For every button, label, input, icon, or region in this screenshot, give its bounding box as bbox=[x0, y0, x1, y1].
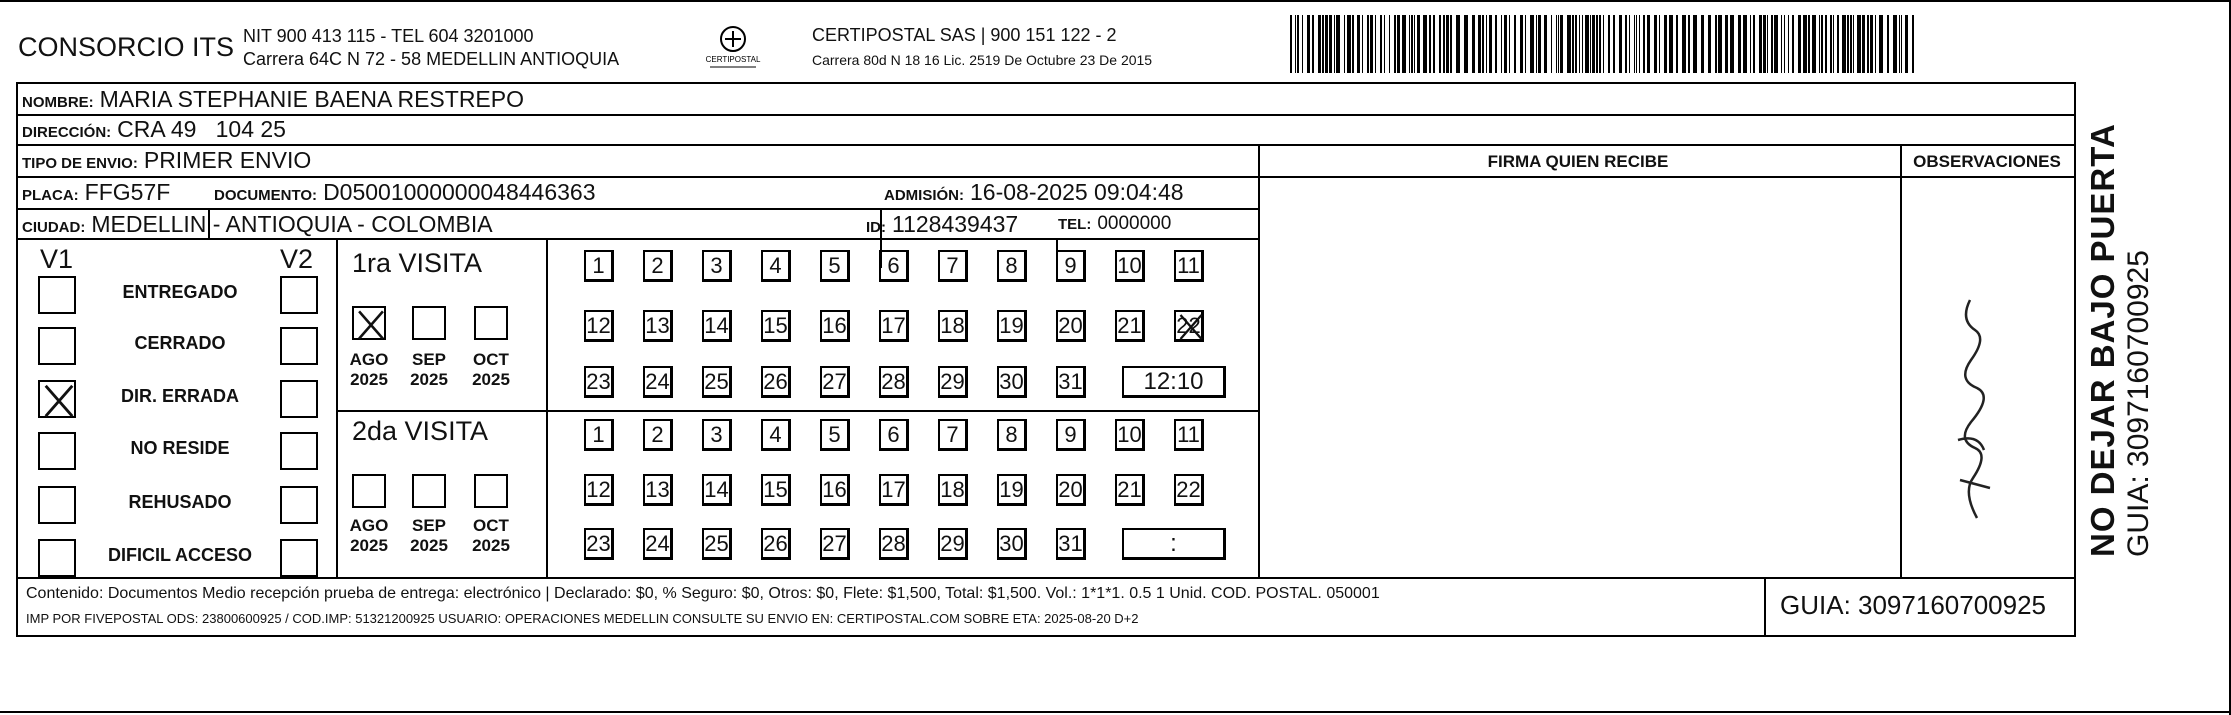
documento-value: D05001000000048446363 bbox=[323, 179, 596, 205]
v2-checkbox[interactable] bbox=[280, 276, 318, 314]
first-visit-day-box[interactable] bbox=[584, 250, 614, 282]
first-visit-day-box[interactable] bbox=[1174, 250, 1204, 282]
admision-cell bbox=[884, 179, 1184, 206]
second-visit-month-label bbox=[404, 516, 454, 556]
status-option-label: NO RESIDE bbox=[130, 438, 230, 458]
company-nit: NIT 900 413 115 - TEL 604 3201000 bbox=[243, 26, 534, 46]
courier-name: CERTIPOSTAL SAS | 900 151 122 - 2 bbox=[812, 25, 1117, 45]
day-number: 15 bbox=[763, 313, 788, 338]
month-name: OCT bbox=[473, 350, 509, 369]
second-visit-month-label bbox=[466, 516, 516, 556]
day-number: 21 bbox=[1117, 477, 1142, 502]
day-number: 17 bbox=[881, 313, 906, 338]
month-year: 2025 bbox=[472, 370, 510, 389]
day-number: 29 bbox=[940, 531, 965, 556]
day-number: 19 bbox=[999, 477, 1024, 502]
day-number: 4 bbox=[769, 422, 782, 447]
v1-checkbox[interactable] bbox=[38, 276, 76, 314]
second-visit-day-box[interactable] bbox=[1174, 474, 1204, 506]
second-visit-day-box[interactable] bbox=[643, 474, 673, 506]
first-visit-day-box[interactable] bbox=[1115, 310, 1145, 342]
second-visit-day-box[interactable] bbox=[761, 419, 791, 451]
day-number: 21 bbox=[1117, 313, 1142, 338]
day-number: 17 bbox=[881, 477, 906, 502]
id-cell bbox=[866, 211, 1018, 238]
tel-value: 0000000 bbox=[1097, 213, 1172, 234]
month-name: OCT bbox=[473, 516, 509, 535]
ciudad-label: CIUDAD: bbox=[22, 219, 86, 236]
day-number: 30 bbox=[999, 369, 1024, 394]
second-visit-time-box[interactable]: : bbox=[1122, 528, 1226, 560]
day-number: 18 bbox=[940, 313, 965, 338]
status-option-label: DIR. ERRADA bbox=[120, 386, 239, 406]
second-visit-month-checkbox[interactable] bbox=[352, 474, 386, 508]
first-visit-day-box[interactable] bbox=[643, 366, 673, 398]
placa-value: FFG57F bbox=[84, 179, 171, 205]
day-number: 16 bbox=[822, 313, 847, 338]
second-visit-day-box[interactable] bbox=[997, 528, 1027, 560]
first-visit-day-box[interactable] bbox=[1115, 250, 1145, 282]
second-visit-day-box[interactable] bbox=[702, 528, 732, 560]
month-name: SEP bbox=[411, 516, 447, 535]
day-number: 23 bbox=[586, 531, 611, 556]
barcode bbox=[1290, 15, 1920, 73]
second-visit-day-box[interactable] bbox=[879, 528, 909, 560]
day-number: 16 bbox=[822, 477, 847, 502]
month-name: SEP bbox=[411, 350, 447, 369]
first-visit-day-box[interactable] bbox=[761, 310, 791, 342]
status-option-label: DIFICIL ACCESO bbox=[107, 545, 252, 565]
placa-label: PLACA: bbox=[22, 187, 79, 204]
second-visit-day-box[interactable] bbox=[643, 528, 673, 560]
second-visit-day-box[interactable] bbox=[938, 474, 968, 506]
first-visit-month-checkbox[interactable] bbox=[352, 306, 386, 340]
direccion-value: CRA 49 104 25 bbox=[117, 116, 286, 142]
second-visit-day-box[interactable] bbox=[820, 419, 850, 451]
day-number: 23 bbox=[586, 369, 611, 394]
day-number: 15 bbox=[763, 477, 788, 502]
v1-checkbox[interactable] bbox=[38, 327, 76, 365]
direccion-label: DIRECCIÓN: bbox=[22, 124, 112, 141]
observations-signature bbox=[1930, 290, 2020, 550]
day-number: 2 bbox=[651, 253, 664, 278]
courier-logo bbox=[688, 22, 778, 72]
day-number: 25 bbox=[704, 531, 729, 556]
first-visit-month-label bbox=[344, 350, 394, 390]
company-name: CONSORCIO ITS bbox=[18, 32, 235, 62]
day-number: 18 bbox=[940, 477, 965, 502]
second-visit-day-box[interactable] bbox=[820, 474, 850, 506]
nombre-row bbox=[22, 86, 524, 113]
second-visit-day-box[interactable] bbox=[584, 419, 614, 451]
second-visit-day-box[interactable] bbox=[1056, 528, 1086, 560]
second-visit-month-checkbox[interactable] bbox=[474, 474, 508, 508]
v1-label: V1 bbox=[40, 244, 74, 274]
first-visit-month-label bbox=[404, 350, 454, 390]
day-number: 27 bbox=[822, 369, 847, 394]
day-number: 5 bbox=[828, 253, 841, 278]
second-visit-day-box[interactable] bbox=[879, 419, 909, 451]
day-number: 30 bbox=[999, 531, 1024, 556]
first-visit-day-box[interactable] bbox=[997, 250, 1027, 282]
v1-checkbox[interactable] bbox=[38, 539, 76, 577]
first-visit-day-box[interactable] bbox=[879, 250, 909, 282]
v2-checkbox[interactable] bbox=[280, 380, 318, 418]
second-visit-day-box[interactable] bbox=[1174, 419, 1204, 451]
v1-checkbox[interactable] bbox=[38, 380, 76, 418]
first-visit-day-box[interactable] bbox=[820, 250, 850, 282]
month-year: 2025 bbox=[410, 536, 448, 555]
second-visit-day-box[interactable] bbox=[584, 528, 614, 560]
day-number: 5 bbox=[828, 422, 841, 447]
first-visit-day-box[interactable] bbox=[938, 310, 968, 342]
bottom-edge bbox=[0, 711, 2231, 713]
second-visit-day-box[interactable] bbox=[643, 419, 673, 451]
first-visit-day-box[interactable] bbox=[820, 310, 850, 342]
second-visit-day-box[interactable] bbox=[1115, 419, 1145, 451]
company-address: Carrera 64C N 72 - 58 MEDELLIN ANTIOQUIA bbox=[243, 49, 620, 69]
first-visit-time-box[interactable]: 12:10 bbox=[1122, 366, 1226, 398]
company-info bbox=[243, 25, 619, 71]
first-visit-day-box[interactable] bbox=[997, 366, 1027, 398]
day-number: 1 bbox=[592, 422, 605, 447]
second-visit-month-label bbox=[344, 516, 394, 556]
first-visit-day-box[interactable] bbox=[761, 366, 791, 398]
day-number: 4 bbox=[769, 253, 782, 278]
first-visit-day-box[interactable] bbox=[879, 310, 909, 342]
first-visit-title: 1ra VISITA bbox=[352, 248, 483, 278]
admision-value: 16-08-2025 09:04:48 bbox=[970, 179, 1184, 205]
day-number: 9 bbox=[1064, 253, 1077, 278]
day-number: 11 bbox=[1177, 253, 1200, 278]
day-number: 24 bbox=[645, 369, 670, 394]
v2-checkbox[interactable] bbox=[280, 327, 318, 365]
month-name: AGO bbox=[349, 350, 389, 369]
day-number: 13 bbox=[645, 477, 670, 502]
day-number: 2 bbox=[651, 422, 664, 447]
day-number: 22 bbox=[1176, 313, 1201, 338]
day-number: 20 bbox=[1058, 313, 1083, 338]
tel-label: TEL: bbox=[1058, 216, 1092, 233]
second-visit-day-box[interactable] bbox=[761, 528, 791, 560]
second-visit-month-checkbox[interactable] bbox=[412, 474, 446, 508]
second-visit-day-box[interactable] bbox=[820, 528, 850, 560]
id-label: ID: bbox=[866, 219, 886, 236]
firma-header: FIRMA QUIEN RECIBE bbox=[1487, 152, 1669, 171]
day-number: 14 bbox=[704, 477, 729, 502]
courier-logo-text: CERTIPOSTAL bbox=[705, 55, 761, 64]
day-number: 8 bbox=[1005, 253, 1018, 278]
day-number: 7 bbox=[946, 422, 959, 447]
second-visit-day-box[interactable] bbox=[1056, 474, 1086, 506]
status-option-label: ENTREGADO bbox=[122, 282, 238, 302]
day-number: 14 bbox=[704, 313, 729, 338]
day-number: 1 bbox=[592, 253, 605, 278]
nombre-value: MARIA STEPHANIE BAENA RESTREPO bbox=[99, 86, 525, 112]
documento-label: DOCUMENTO: bbox=[214, 187, 318, 204]
first-visit-day-box[interactable] bbox=[584, 366, 614, 398]
footer-guia: GUIA: 3097160700925 bbox=[1780, 590, 2046, 620]
second-visit-day-box[interactable] bbox=[584, 474, 614, 506]
day-number: 8 bbox=[1005, 422, 1018, 447]
footer-content-line: Contenido: Documentos Medio recepción prueba de entrega: electrónico | Declarado: $0, % Seguro: $0, Otros: $0, Flete: $1,500, Total: $1,500. Vol.: 1*1*1. 0.5 1 Unid. COD. POSTAL. 050001 bbox=[26, 585, 1380, 602]
day-number: 28 bbox=[881, 369, 906, 394]
first-visit-day-box[interactable] bbox=[643, 250, 673, 282]
first-visit-day-box[interactable] bbox=[1174, 310, 1204, 342]
second-visit-day-box[interactable] bbox=[702, 419, 732, 451]
courier-address: Carrera 80d N 18 16 Lic. 2519 De Octubre 23 De 2015 bbox=[812, 52, 1153, 68]
nombre-label: NOMBRE: bbox=[22, 94, 94, 111]
v1-checkbox[interactable] bbox=[38, 432, 76, 470]
day-number: 3 bbox=[710, 422, 723, 447]
first-visit-day-box[interactable] bbox=[643, 310, 673, 342]
first-visit-day-box[interactable] bbox=[879, 366, 909, 398]
day-number: 27 bbox=[822, 531, 847, 556]
first-visit-day-box[interactable] bbox=[938, 250, 968, 282]
day-number: 9 bbox=[1064, 422, 1077, 447]
second-visit-day-box[interactable] bbox=[938, 419, 968, 451]
day-number: 6 bbox=[887, 253, 900, 278]
side-guia: GUIA: 3097160700925 bbox=[2122, 250, 2155, 557]
day-number: 26 bbox=[763, 531, 788, 556]
first-visit-day-box[interactable] bbox=[761, 250, 791, 282]
second-visit-day-box[interactable] bbox=[761, 474, 791, 506]
second-visit-day-box[interactable] bbox=[997, 474, 1027, 506]
top-edge bbox=[0, 0, 2231, 2]
day-number: 10 bbox=[1117, 422, 1142, 447]
second-visit-day-box[interactable] bbox=[702, 474, 732, 506]
month-year: 2025 bbox=[350, 536, 388, 555]
first-visit-day-box[interactable] bbox=[820, 366, 850, 398]
v2-label: V2 bbox=[280, 244, 314, 274]
day-number: 31 bbox=[1058, 369, 1083, 394]
v2-checkbox[interactable] bbox=[280, 486, 318, 524]
v2-checkbox[interactable] bbox=[280, 432, 318, 470]
second-visit-day-box[interactable] bbox=[879, 474, 909, 506]
month-year: 2025 bbox=[410, 370, 448, 389]
day-number: 13 bbox=[645, 313, 670, 338]
first-visit-day-box[interactable] bbox=[1056, 366, 1086, 398]
second-visit-day-box[interactable] bbox=[997, 419, 1027, 451]
day-number: 19 bbox=[999, 313, 1024, 338]
tipo-value: PRIMER ENVIO bbox=[143, 147, 312, 173]
v1-checkbox[interactable] bbox=[38, 486, 76, 524]
first-visit-month-label bbox=[466, 350, 516, 390]
second-visit-day-box[interactable] bbox=[938, 528, 968, 560]
id-value: 1128439437 bbox=[892, 211, 1019, 237]
first-visit-day-box[interactable] bbox=[1056, 250, 1086, 282]
first-visit-day-box[interactable] bbox=[938, 366, 968, 398]
day-number: 3 bbox=[710, 253, 723, 278]
day-number: 28 bbox=[881, 531, 906, 556]
day-number: 29 bbox=[940, 369, 965, 394]
day-number: 11 bbox=[1177, 422, 1200, 447]
tel-cell bbox=[1058, 213, 1171, 235]
observaciones-header: OBSERVACIONES bbox=[1913, 152, 2061, 171]
day-number: 22 bbox=[1176, 477, 1201, 502]
placa-cell bbox=[22, 179, 170, 206]
first-visit-day-box[interactable] bbox=[702, 366, 732, 398]
side-notice-block bbox=[2084, 123, 2156, 557]
first-visit-day-box[interactable] bbox=[1056, 310, 1086, 342]
day-number: 6 bbox=[887, 422, 900, 447]
day-number: 26 bbox=[763, 369, 788, 394]
day-number: 20 bbox=[1058, 477, 1083, 502]
first-visit-month-checkbox[interactable] bbox=[474, 306, 508, 340]
second-visit-day-box[interactable] bbox=[1115, 474, 1145, 506]
status-option-label: REHUSADO bbox=[128, 492, 232, 512]
tipo-label: TIPO DE ENVIO: bbox=[22, 155, 138, 172]
first-visit-month-checkbox[interactable] bbox=[412, 306, 446, 340]
month-name: AGO bbox=[349, 516, 389, 535]
month-year: 2025 bbox=[350, 370, 388, 389]
day-number: 31 bbox=[1058, 531, 1083, 556]
admision-label: ADMISIÓN: bbox=[884, 187, 964, 204]
day-number: 10 bbox=[1117, 253, 1142, 278]
ciudad-cell bbox=[22, 211, 493, 238]
side-notice: NO DEJAR BAJO PUERTA bbox=[2084, 123, 2121, 557]
second-visit-day-box[interactable] bbox=[1056, 419, 1086, 451]
first-visit-day-box[interactable] bbox=[702, 310, 732, 342]
second-visit-title: 2da VISITA bbox=[352, 416, 489, 446]
first-visit-day-box[interactable] bbox=[584, 310, 614, 342]
day-number: 25 bbox=[704, 369, 729, 394]
first-visit-day-box[interactable] bbox=[997, 310, 1027, 342]
footer-print-line: IMP POR FIVEPOSTAL ODS: 23800600925 / COD.IMP: 51321200925 USUARIO: OPERACIONES MEDELLIN CONSULTE SU ENVIO EN: CERTIPOSTAL.COM SOBRE ETA: 2025-08-20 D+2 bbox=[26, 611, 1139, 626]
day-number: 24 bbox=[645, 531, 670, 556]
ciudad-value: MEDELLIN - ANTIOQUIA - COLOMBIA bbox=[91, 211, 493, 237]
direccion-row bbox=[22, 116, 286, 143]
documento-cell bbox=[214, 179, 596, 206]
day-number: 7 bbox=[946, 253, 959, 278]
first-visit-day-box[interactable] bbox=[702, 250, 732, 282]
day-number: 12 bbox=[586, 477, 611, 502]
day-number: 12 bbox=[586, 313, 611, 338]
status-option-label: CERRADO bbox=[134, 333, 226, 353]
tipo-row bbox=[22, 147, 311, 174]
v2-checkbox[interactable] bbox=[280, 539, 318, 577]
month-year: 2025 bbox=[472, 536, 510, 555]
